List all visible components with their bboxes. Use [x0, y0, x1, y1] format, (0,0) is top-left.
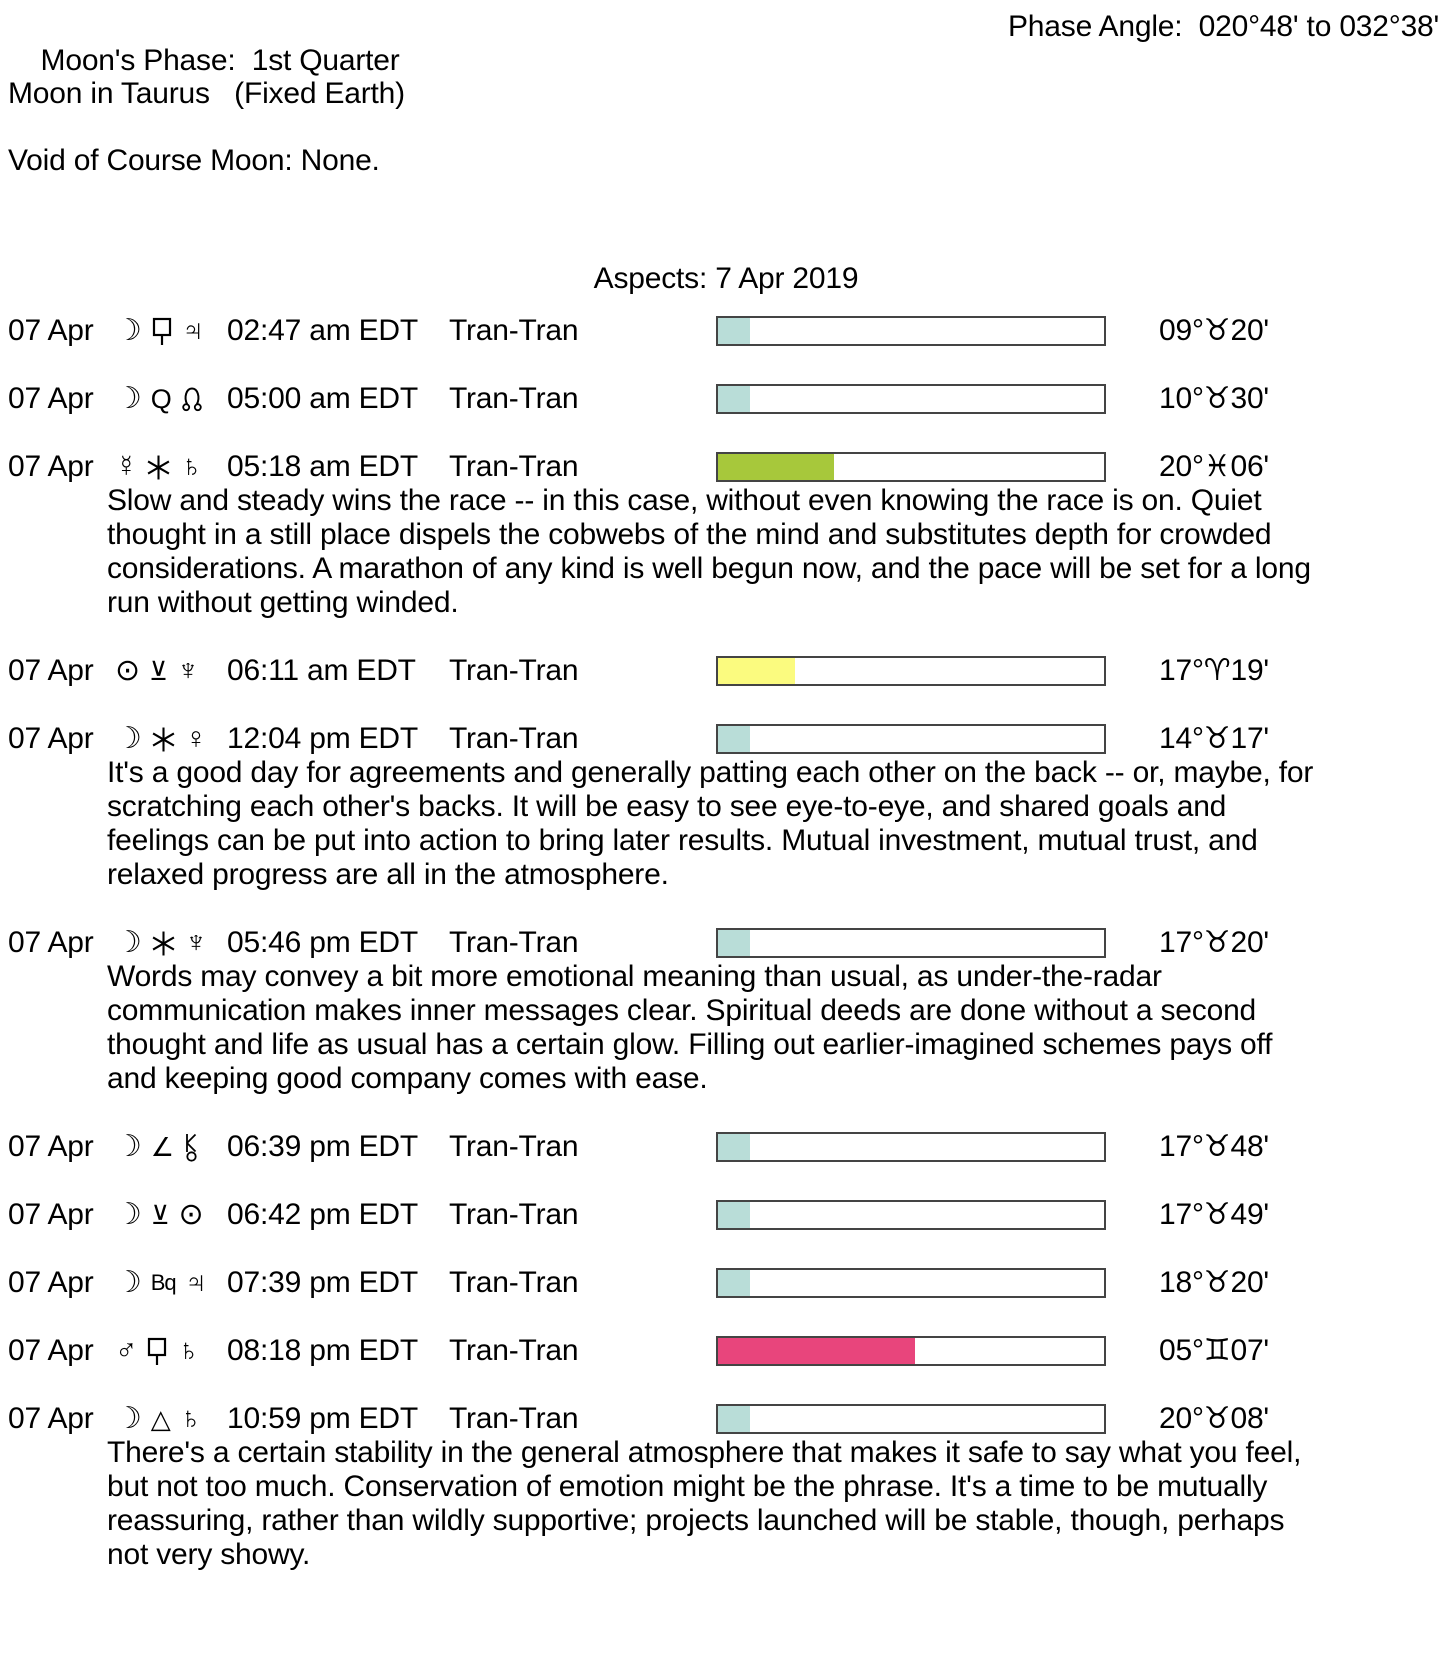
transit-type-label: Tran-Tran	[449, 382, 579, 415]
jupiter-icon: ♃	[181, 314, 205, 347]
aspect-row	[8, 722, 1444, 756]
moon-icon: ☽	[115, 1266, 142, 1299]
orb-bar-fill	[718, 1202, 750, 1228]
phase-angle-text: Phase Angle: 020°48' to 032°38'	[1008, 10, 1440, 43]
transit-type-label: Tran-Tran	[449, 722, 579, 755]
date-label: 07 Apr	[8, 1334, 94, 1367]
orb-bar	[716, 1404, 1106, 1434]
symbol-group	[115, 382, 227, 416]
transit-type-label: Tran-Tran	[449, 1130, 579, 1163]
aspects-heading: Aspects: 7 Apr 2019	[593, 262, 859, 295]
symbol-group	[115, 1130, 227, 1164]
time-label: 07:39 pm EDT	[227, 1266, 419, 1299]
symbol-group	[115, 1198, 227, 1232]
orb-bar	[716, 724, 1106, 754]
transit-type-label: Tran-Tran	[449, 314, 579, 347]
date-label: 07 Apr	[8, 1402, 94, 1435]
aspect-row	[8, 1130, 1444, 1164]
degree-label: 05°♊07'	[1159, 1334, 1269, 1367]
moon-icon: ☽	[115, 314, 142, 347]
moon-icon: ☽	[115, 1130, 142, 1163]
text-line: Slow and steady wins the race -- in this case, without even knowing the race is on. Quiet	[107, 484, 1262, 517]
text-line: thought and life as usual has a certain glow. Filling out earlier-imagined schemes pays off	[107, 1028, 1273, 1061]
text-line: communication makes inner messages clear. Spiritual deeds are done without a second	[107, 994, 1257, 1027]
aspect-entry	[8, 654, 1444, 688]
text-line: thought in a still place dispels the cobwebs of the mind and substitutes depth for crowded	[107, 518, 1272, 551]
time-label: 06:39 pm EDT	[227, 1130, 419, 1163]
aspect-row	[8, 382, 1444, 416]
saturn-icon: ♄	[179, 1402, 202, 1435]
aspect-entry	[8, 722, 1444, 892]
moon-icon: ☽	[115, 1402, 142, 1435]
saturn-icon: ♄	[180, 450, 203, 483]
orb-bar	[716, 1336, 1106, 1366]
orb-bar	[716, 316, 1106, 346]
sextile-icon	[151, 931, 176, 956]
time-label: 06:42 pm EDT	[227, 1198, 419, 1231]
transit-type-label: Tran-Tran	[449, 450, 579, 483]
aspect-entry	[8, 450, 1444, 620]
time-label: 02:47 am EDT	[227, 314, 419, 347]
degree-label: 17°♉49'	[1159, 1198, 1269, 1231]
degree-label: 14°♉17'	[1159, 722, 1269, 755]
moon-sign-text: Moon in Taurus (Fixed Earth)	[8, 77, 405, 110]
aspect-entry	[8, 1198, 1444, 1232]
void-of-course-text: Void of Course Moon: None.	[8, 144, 380, 177]
aspect-entry	[8, 926, 1444, 1096]
date-label: 07 Apr	[8, 926, 94, 959]
symbol-group	[115, 926, 227, 960]
moon-icon: ☽	[115, 1198, 142, 1231]
time-label: 10:59 pm EDT	[227, 1402, 419, 1435]
symbol-group	[115, 450, 227, 484]
trine-icon: △	[150, 1404, 171, 1434]
degree-label: 17°♉48'	[1159, 1130, 1269, 1163]
saturn-icon: ♄	[177, 1334, 200, 1367]
aspect-entry	[8, 314, 1444, 348]
date-label: 07 Apr	[8, 1266, 94, 1299]
symbol-group	[115, 1266, 227, 1300]
moon-icon: ☽	[115, 926, 142, 959]
degree-label: 17°♉20'	[1159, 926, 1269, 959]
date-label: 07 Apr	[8, 722, 94, 755]
mercury-icon: ☿	[115, 450, 138, 483]
aspect-row	[8, 450, 1444, 484]
sextile-icon	[151, 727, 176, 752]
chiron-icon	[183, 1132, 201, 1162]
aspect-entry	[8, 1334, 1444, 1368]
text-line: It's a good day for agreements and generally patting each other on the back -- or, maybe, for	[107, 756, 1314, 789]
moon-phase-text: Moon's Phase: 1st Quarter	[40, 44, 400, 77]
date-label: 07 Apr	[8, 654, 94, 687]
symbol-group	[115, 314, 227, 348]
interpretation-text	[107, 960, 1444, 1096]
transit-type-label: Tran-Tran	[449, 1266, 579, 1299]
moon-icon: ☽	[115, 382, 142, 415]
aspect-row	[8, 1198, 1444, 1232]
transit-type-label: Tran-Tran	[449, 654, 579, 687]
time-label: 08:18 pm EDT	[227, 1334, 419, 1367]
degree-label: 20°♉08'	[1159, 1402, 1269, 1435]
semisextile-icon: ⊻	[150, 1200, 170, 1230]
quintile-icon: Q	[150, 384, 172, 414]
aspect-entry	[8, 1266, 1444, 1300]
orb-bar-fill	[718, 658, 795, 684]
orb-bar	[716, 452, 1106, 482]
text-line: There's a certain stability in the general atmosphere that makes it safe to say what you feel,	[107, 1436, 1302, 1469]
symbol-group	[115, 1334, 227, 1368]
aspect-row	[8, 926, 1444, 960]
symbol-group	[115, 654, 227, 688]
time-label: 05:46 pm EDT	[227, 926, 419, 959]
aspect-row	[8, 1334, 1444, 1368]
text-line: considerations. A marathon of any kind is well begun now, and the pace will be set for a long	[107, 552, 1311, 585]
transit-type-label: Tran-Tran	[449, 1402, 579, 1435]
sesquiquadrate-icon	[146, 1336, 168, 1366]
orb-bar-fill	[718, 726, 750, 752]
aspect-entry	[8, 382, 1444, 416]
degree-label: 17°♈19'	[1159, 654, 1269, 687]
date-label: 07 Apr	[8, 1198, 94, 1231]
time-label: 12:04 pm EDT	[227, 722, 419, 755]
sextile-icon	[146, 455, 171, 480]
orb-bar	[716, 1132, 1106, 1162]
orb-bar	[716, 384, 1106, 414]
time-label: 06:11 am EDT	[227, 654, 416, 687]
transit-type-label: Tran-Tran	[449, 926, 579, 959]
sun-icon: ⊙	[178, 1198, 204, 1231]
neptune-icon: ♆	[184, 926, 208, 959]
orb-bar-fill	[718, 930, 750, 956]
transit-type-label: Tran-Tran	[449, 1334, 579, 1367]
aspect-row	[8, 314, 1444, 348]
date-label: 07 Apr	[8, 314, 94, 347]
interpretation-text	[107, 1436, 1444, 1572]
text-line: run without getting winded.	[107, 586, 459, 619]
orb-bar-fill	[718, 1270, 750, 1296]
interpretation-text	[107, 756, 1444, 892]
text-line: reassuring, rather than wildly supportive; projects launched will be stable, though, perhaps	[107, 1504, 1285, 1537]
venus-icon: ♀	[184, 722, 208, 755]
date-label: 07 Apr	[8, 382, 94, 415]
interpretation-text	[107, 484, 1444, 620]
text-line: but not too much. Conservation of emotion might be the phrase. It's a time to be mutually	[107, 1470, 1268, 1503]
header-line-moon-phase	[8, 10, 1444, 77]
semisextile-icon: ⊻	[148, 656, 168, 686]
time-label: 05:18 am EDT	[227, 450, 419, 483]
sun-icon: ⊙	[115, 654, 140, 687]
text-line: scratching each other's backs. It will be easy to see eye-to-eye, and shared goals and	[107, 790, 1227, 823]
orb-bar	[716, 656, 1106, 686]
symbol-group	[115, 722, 227, 756]
orb-bar-fill	[718, 386, 750, 412]
aspect-row	[8, 1266, 1444, 1300]
text-line: feelings can be put into action to bring later results. Mutual investment, mutual trust, and	[107, 824, 1258, 857]
degree-label: 10°♉30'	[1159, 382, 1269, 415]
aspect-row	[8, 654, 1444, 688]
orb-bar	[716, 1200, 1106, 1230]
aspect-row	[8, 1402, 1444, 1436]
aspect-entry	[8, 1402, 1444, 1572]
sesquiquadrate-icon	[151, 316, 173, 346]
neptune-icon: ♆	[176, 654, 200, 687]
orb-bar	[716, 928, 1106, 958]
orb-bar-fill	[718, 1338, 915, 1364]
text-line: not very showy.	[107, 1538, 311, 1571]
orb-bar-fill	[718, 318, 750, 344]
date-label: 07 Apr	[8, 1130, 94, 1163]
mars-icon: ♂	[115, 1334, 138, 1367]
time-label: 05:00 am EDT	[227, 382, 419, 415]
symbol-group	[115, 1402, 227, 1436]
orb-bar-fill	[718, 1134, 750, 1160]
orb-bar	[716, 1268, 1106, 1298]
semisquare-icon: ∠	[150, 1132, 174, 1162]
degree-label: 09°♉20'	[1159, 314, 1269, 347]
text-line: Words may convey a bit more emotional meaning than usual, as under-the-radar	[107, 960, 1162, 993]
degree-label: 18°♉20'	[1159, 1266, 1269, 1299]
text-line: relaxed progress are all in the atmosphere.	[107, 858, 669, 891]
biquintile-icon: Bq	[150, 1270, 176, 1295]
transit-type-label: Tran-Tran	[449, 1198, 579, 1231]
date-label: 07 Apr	[8, 450, 94, 483]
text-line: and keeping good company comes with ease.	[107, 1062, 708, 1095]
moon-icon: ☽	[115, 722, 142, 755]
orb-bar-fill	[718, 1406, 750, 1432]
jupiter-icon: ♃	[184, 1266, 207, 1299]
aspect-entry	[8, 1130, 1444, 1164]
orb-bar-fill	[718, 454, 834, 480]
north-node-icon	[181, 385, 203, 413]
degree-label: 20°♓06'	[1159, 450, 1269, 483]
